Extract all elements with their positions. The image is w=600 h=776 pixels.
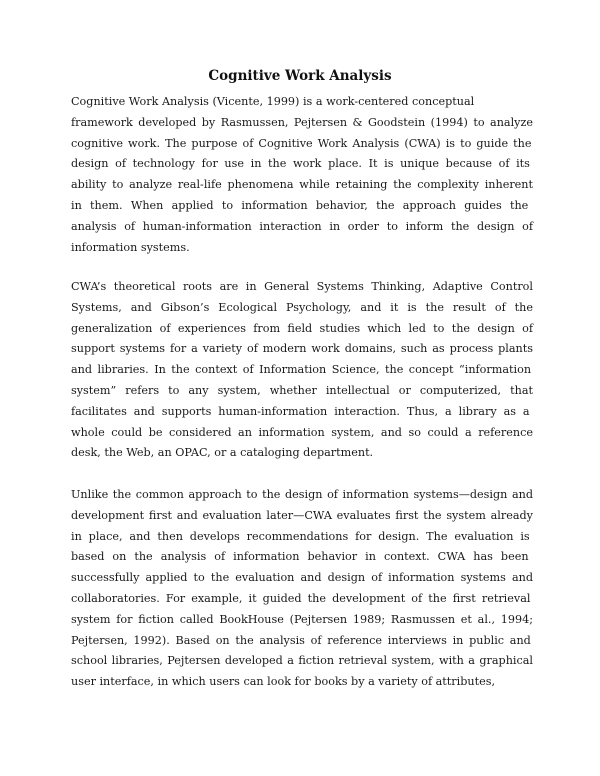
paragraph-line: framework developed by Rasmussen, Pejtersen & Goodstein (1994) to analyze bbox=[71, 115, 533, 129]
paragraph-line: system” refers to any system, whether intellectual or computerized, that bbox=[71, 383, 533, 397]
paragraph-line: successfully applied to the evaluation and design of information systems and bbox=[71, 571, 533, 585]
paragraph-line: desk, the Web, an OPAC, or a cataloging department. bbox=[71, 446, 374, 460]
paragraph-line: facilitates and supports human-information interaction. Thus, a library as a bbox=[71, 404, 530, 418]
paragraph-line: based on the analysis of information behavior in context. CWA has been bbox=[71, 550, 529, 564]
paragraph-line: user interface, in which users can look for books by a variety of attributes, bbox=[71, 675, 496, 689]
paragraph-line: system for fiction called BookHouse (Pejtersen 1989; Rasmussen et al., 1994; bbox=[71, 612, 533, 626]
paragraph-line: whole could be considered an information system, and so could a reference bbox=[71, 425, 533, 439]
paragraph-line: Systems, and Gibson’s Ecological Psychology, and it is the result of the bbox=[71, 300, 533, 314]
paragraph-line: information systems. bbox=[71, 240, 190, 254]
paragraph-line: collaboratories. For example, it guided the development of the first retrieval bbox=[71, 591, 531, 605]
paragraph-line: ability to analyze real-life phenomena while retaining the complexity inherent bbox=[71, 178, 533, 192]
page-title: Cognitive Work Analysis bbox=[208, 68, 392, 84]
paragraph-line: in them. When applied to information behavior, the approach guides the bbox=[71, 198, 529, 212]
paragraph-line: development first and evaluation later—CWA evaluates first the system already bbox=[71, 508, 533, 522]
paragraph-line: support systems for a variety of modern work domains, such as process plants bbox=[71, 342, 533, 356]
paragraph-3 bbox=[71, 485, 533, 693]
paragraph-line: Unlike the common approach to the design of information systems—design and bbox=[71, 488, 533, 501]
paragraph-line: CWA’s theoretical roots are in General Systems Thinking, Adaptive Control bbox=[71, 280, 533, 293]
paragraph-2 bbox=[71, 277, 533, 464]
paragraph-line: cognitive work. The purpose of Cognitive Work Analysis (CWA) is to guide the bbox=[71, 136, 532, 150]
paragraph-line: generalization of experiences from field studies which led to the design of bbox=[71, 321, 533, 335]
paragraph-line: Pejtersen, 1992). Based on the analysis of reference interviews in public and bbox=[71, 633, 531, 647]
paragraph-line: school libraries, Pejtersen developed a fiction retrieval system, with a graphical bbox=[71, 654, 533, 668]
paragraph-line: in place, and then develops recommendations for design. The evaluation is bbox=[71, 529, 530, 543]
paragraph-line: Cognitive Work Analysis (Vicente, 1999) is a work-centered conceptual bbox=[71, 95, 475, 108]
paragraph-line: analysis of human-information interaction in order to inform the design of bbox=[71, 219, 533, 233]
paragraph-line: design of technology for use in the work place. It is unique because of its bbox=[71, 157, 530, 171]
paragraph-1 bbox=[71, 92, 533, 258]
paragraph-line: and libraries. In the context of Information Science, the concept “information bbox=[71, 363, 532, 377]
